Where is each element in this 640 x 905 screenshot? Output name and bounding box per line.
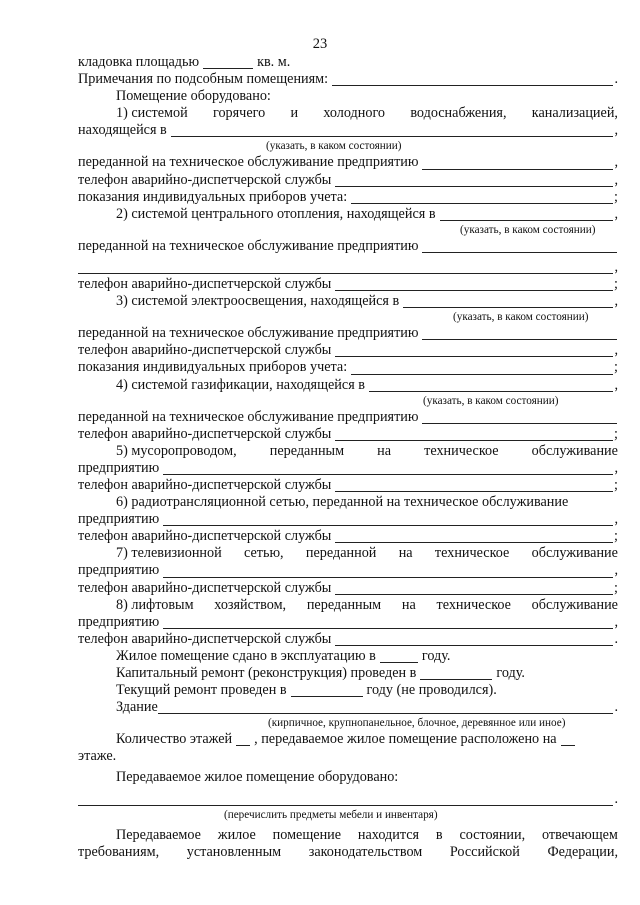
gas-phone-field[interactable] — [335, 428, 613, 441]
storage-area-field[interactable] — [203, 56, 253, 69]
tv-phone-field[interactable] — [335, 582, 613, 595]
heating-state-field[interactable] — [440, 208, 614, 221]
furniture-field[interactable] — [78, 793, 613, 806]
heating-service-cont: , — [78, 259, 618, 276]
radio-enterprise-field[interactable] — [163, 513, 613, 526]
current-repair-label: Текущий ремонт проведен в — [116, 682, 287, 699]
power-state-field[interactable] — [403, 295, 613, 308]
gas-phone-line: телефон аварийно-диспетчерской службы ; — [78, 425, 618, 442]
word: горячего — [213, 105, 266, 122]
word: холодного — [323, 105, 386, 122]
tv-enterprise-field[interactable] — [163, 565, 613, 578]
enterprise-label: предприятию — [78, 459, 160, 476]
word: хозяйством, — [214, 596, 287, 613]
word: водоснабжения, — [410, 105, 507, 122]
power-phone-field[interactable] — [335, 344, 613, 357]
word: 5) мусоропроводом, — [116, 442, 237, 459]
phone-label: телефон аварийно-диспетчерской службы — [78, 342, 332, 359]
phone-label: телефон аварийно-диспетчерской службы — [78, 579, 332, 596]
word: на — [401, 596, 416, 613]
water-state-field[interactable] — [171, 124, 614, 137]
power-phone-line: телефон аварийно-диспетчерской службы , — [78, 342, 618, 359]
service-label: переданной на техническое обслуживание предприятию — [78, 325, 419, 342]
word: законодательством — [308, 843, 423, 860]
storage-label: кладовка площадью — [78, 54, 200, 70]
hot-cold-water-line — [78, 105, 618, 122]
lift-phone-line: телефон аварийно-диспетчерской службы . — [78, 630, 618, 647]
year-label: году. — [421, 647, 451, 664]
form-body — [78, 54, 618, 861]
current-repair-tail: году (не проводился). — [366, 682, 497, 699]
located-label: находящейся в — [78, 122, 167, 139]
enterprise-label: предприятию — [78, 511, 160, 528]
caption-building: (кирпичное, крупнопанельное, блочное, деревянное или иное) — [268, 717, 566, 730]
word: состоянии, — [459, 826, 526, 843]
building-line: Здание . — [116, 699, 618, 716]
lift-enterprise-field[interactable] — [163, 616, 613, 629]
commissioned-year-field[interactable] — [380, 650, 418, 663]
equipped-label: Помещение оборудовано: — [116, 88, 271, 105]
storage-line — [78, 54, 618, 71]
current-repair-year-field[interactable] — [291, 684, 363, 697]
floor-number-field[interactable] — [561, 733, 575, 746]
word: обслуживание — [531, 596, 618, 613]
garbage-enterprise-field[interactable] — [163, 462, 613, 475]
capital-repair-label: Капитальный ремонт (реконструкция) проведен в — [116, 665, 417, 681]
notes-field[interactable] — [332, 73, 613, 86]
equipped-heading — [78, 88, 618, 105]
lift-phone-field[interactable] — [335, 633, 613, 646]
service-label: переданной на техническое обслуживание предприятию — [78, 237, 419, 254]
word: требованиям, — [78, 843, 160, 860]
room-equipped-line — [78, 769, 618, 786]
floors-tail: этаже. — [78, 748, 117, 765]
garbage-line — [78, 443, 618, 460]
word: техническое — [434, 545, 510, 562]
phone-label: телефон аварийно-диспетчерской службы — [78, 476, 332, 493]
lift-enterprise-line: предприятию , — [78, 613, 618, 630]
power-line: 3) системой электроосвещения, находящейся в , — [116, 293, 618, 310]
water-phone-field[interactable] — [335, 174, 613, 187]
page-number: 23 — [312, 36, 328, 52]
power-service-field[interactable] — [422, 327, 617, 340]
garbage-enterprise-line: предприятию , — [78, 459, 618, 476]
tv-phone-line: телефон аварийно-диспетчерской службы ; — [78, 579, 618, 596]
word: Российской — [449, 843, 520, 860]
word: 1) системой — [116, 105, 188, 122]
commissioned-label: Жилое помещение сдано в эксплуатацию в — [116, 647, 376, 664]
phone-label: телефон аварийно-диспетчерской службы — [78, 276, 332, 293]
word: установленным — [186, 843, 282, 860]
caption-state: (указать, в каком состоянии) — [423, 394, 559, 407]
notes-line: Примечания по подсобным помещениям: . — [78, 71, 618, 88]
meter-label: показания индивидуальных приборов учета: — [78, 188, 348, 205]
water-service-line: переданной на техническое обслуживание предприятию , — [78, 154, 618, 171]
power-meter-field[interactable] — [351, 362, 613, 375]
word: обслуживание — [531, 442, 618, 459]
word: Федерации, — [547, 843, 618, 860]
radio-phone-line: телефон аварийно-диспетчерской службы ; — [78, 528, 618, 545]
condition-line-1 — [78, 827, 618, 844]
commissioned-line — [78, 648, 618, 665]
tv-line — [78, 545, 618, 562]
word: на — [377, 442, 392, 459]
caption-state: (указать, в каком состоянии) — [266, 140, 402, 153]
heating-service-line — [78, 238, 618, 255]
word: сетью, — [244, 545, 284, 562]
meter-label: показания индивидуальных приборов учета: — [78, 359, 348, 376]
heating-service-field[interactable] — [422, 240, 617, 253]
word: помещение — [272, 826, 342, 843]
garbage-phone-line: телефон аварийно-диспетчерской службы ; — [78, 476, 618, 493]
gas-line: 4) системой газификации, находящейся в , — [116, 376, 618, 393]
phone-label: телефон аварийно-диспетчерской службы — [78, 171, 332, 188]
building-label: Здание — [116, 699, 158, 716]
word: обслуживание — [531, 545, 618, 562]
word: канализацией, — [531, 105, 618, 122]
radio-phone-field[interactable] — [335, 530, 613, 543]
word: переданным — [306, 596, 382, 613]
floors-label: Количество этажей — [116, 731, 233, 748]
word: переданным — [269, 442, 345, 459]
water-located-line: находящейся в , — [78, 122, 618, 139]
word: 8) лифтовым — [116, 596, 194, 613]
radio-enterprise-line: предприятию , — [78, 511, 618, 528]
phone-label: телефон аварийно-диспетчерской службы — [78, 425, 332, 442]
capital-repair-line — [78, 665, 618, 682]
year-label: году. — [496, 665, 525, 681]
unit-sqm: кв. м. — [257, 54, 291, 70]
tv-enterprise-line: предприятию , — [78, 562, 618, 579]
power-service-line — [78, 325, 618, 342]
heating-line: 2) системой центрального отопления, находящейся в , — [116, 205, 618, 222]
water-meter-field[interactable] — [351, 191, 613, 204]
floors-line — [78, 731, 618, 748]
word: техническое — [424, 442, 499, 459]
current-repair-line — [78, 682, 618, 699]
garbage-phone-field[interactable] — [335, 479, 613, 492]
phone-label: телефон аварийно-диспетчерской службы — [78, 630, 332, 647]
floors-mid: , передаваемое жилое помещение расположено на — [254, 731, 557, 748]
gas-state-field[interactable] — [369, 379, 613, 392]
word: в — [435, 826, 443, 843]
enterprise-label: предприятию — [78, 613, 160, 630]
heating-phone-field[interactable] — [335, 278, 613, 291]
power-label: 3) системой электроосвещения, находящейся в — [116, 293, 400, 310]
heating-label: 2) системой центрального отопления, находящейся в — [116, 205, 436, 222]
room-equipped-label: Передаваемое жилое помещение оборудовано: — [116, 769, 399, 786]
word: 7) телевизионной — [116, 545, 222, 562]
capital-repair-year-field[interactable] — [420, 667, 492, 680]
heating-phone-line: телефон аварийно-диспетчерской службы ; — [78, 276, 618, 293]
lift-line — [78, 597, 618, 614]
gas-service-line — [78, 409, 618, 426]
furniture-line: . — [78, 791, 618, 808]
enterprise-label: предприятию — [78, 562, 160, 579]
caption-state: (указать, в каком состоянии) — [453, 311, 589, 324]
service-label: переданной на техническое обслуживание предприятию — [78, 408, 419, 425]
water-meter-line: показания индивидуальных приборов учета: ; — [78, 188, 618, 205]
word: на — [398, 545, 413, 562]
word: Передаваемое — [116, 826, 201, 843]
word: переданной — [305, 545, 377, 562]
word: и — [290, 105, 299, 122]
notes-label: Примечания по подсобным помещениям: — [78, 71, 329, 88]
word: находится — [357, 826, 420, 843]
phone-label: телефон аварийно-диспетчерской службы — [78, 528, 332, 545]
caption-furniture: (перечислить предметы мебели и инвентаря) — [224, 808, 438, 821]
service-label: переданной на техническое обслуживание предприятию — [78, 154, 419, 171]
caption-state: (указать, в каком состоянии) — [460, 223, 596, 236]
gas-label: 4) системой газификации, находящейся в — [116, 376, 365, 393]
radio-line — [78, 494, 618, 511]
floors-count-field[interactable] — [236, 733, 250, 746]
building-type-field[interactable] — [158, 701, 614, 714]
water-service-field[interactable] — [422, 157, 613, 170]
word: отвечающем — [542, 826, 618, 843]
word: техническое — [436, 596, 511, 613]
water-phone-line: телефон аварийно-диспетчерской службы , — [78, 171, 618, 188]
floors-tail-line — [78, 748, 618, 765]
radio-label: 6) радиотрансляционной сетью, переданной на техническое обслуживание — [116, 494, 569, 511]
word: жилое — [217, 826, 256, 843]
heating-service-field-2[interactable] — [78, 261, 613, 274]
power-meter-line: показания индивидуальных приборов учета: ; — [78, 359, 618, 376]
condition-line-2 — [78, 844, 618, 861]
gas-service-field[interactable] — [422, 411, 617, 424]
